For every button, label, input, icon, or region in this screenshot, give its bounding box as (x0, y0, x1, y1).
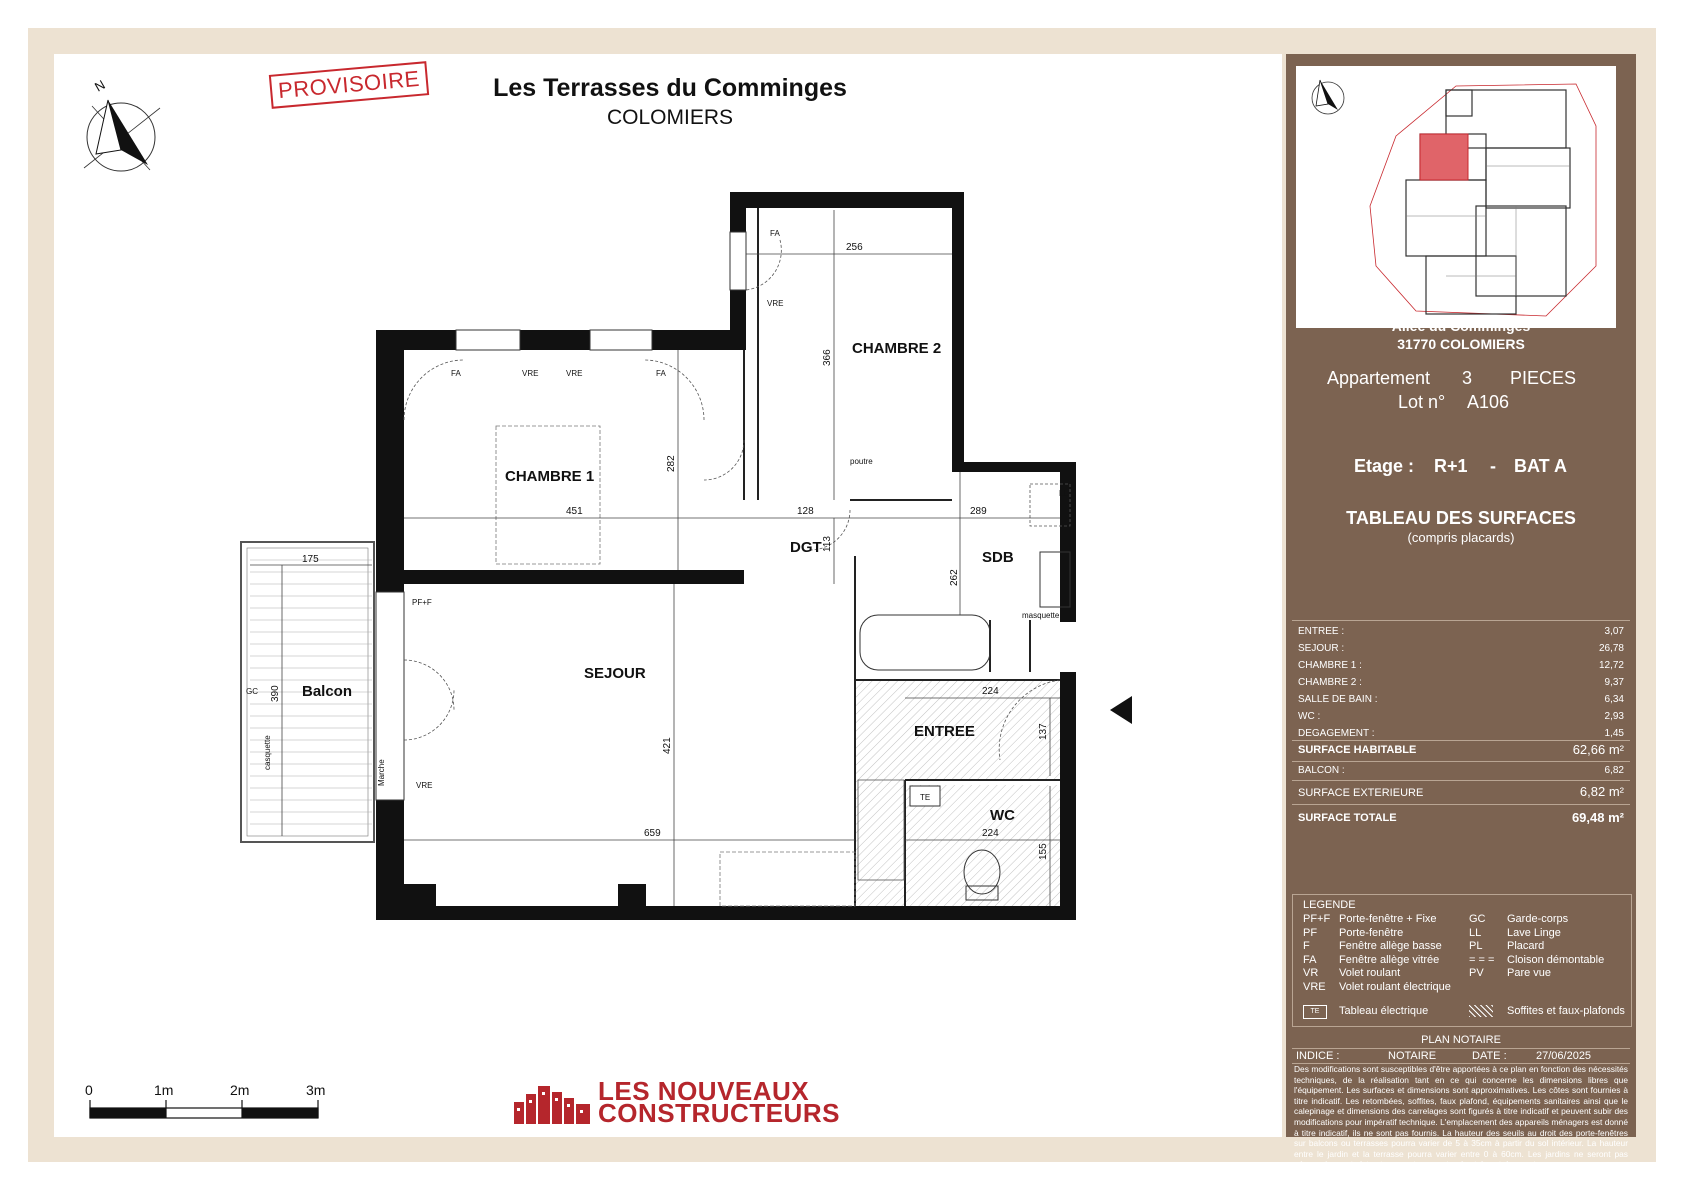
surface-exterieure-label: SURFACE EXTERIEURE (1298, 787, 1424, 799)
room-entree-label: ENTREE (914, 723, 975, 740)
room-dgt-label: DGT (790, 539, 822, 556)
surface-row-label: ENTREE : (1298, 626, 1345, 637)
tag-marche: Marche (377, 759, 386, 786)
building-keyplan (1296, 66, 1616, 328)
brand-logo-icon (512, 1078, 594, 1126)
brand-name (598, 1076, 840, 1128)
surface-totale-value: 69,48 m² (1571, 810, 1624, 825)
tag-gc: GC (246, 687, 258, 696)
tag-vre-ch2: VRE (767, 299, 784, 308)
surfaces-table-subtitle: (compris placards) (1407, 530, 1515, 545)
appartement-label: Appartement (1327, 368, 1431, 388)
surface-row-value: 6,34 (1604, 694, 1624, 705)
room-sdb-label: SDB (982, 549, 1014, 566)
tag-masquette: masquette (1022, 611, 1060, 620)
tag-fa-ch2: FA (770, 229, 780, 238)
dim-224-wc: 224 (982, 828, 999, 839)
keyplan-drawing (1296, 66, 1616, 328)
legend-code: GC (1469, 913, 1486, 925)
keyplan-highlighted-lot (1420, 134, 1468, 180)
room-wc-label: WC (990, 807, 1015, 824)
bed-outline (496, 426, 600, 564)
dim-224-entree: 224 (982, 686, 999, 697)
dim-128: 128 (797, 506, 814, 517)
pieces-label: PIECES (1510, 368, 1577, 388)
etage-value: R+1 (1434, 456, 1468, 476)
dim-155: 155 (1038, 843, 1049, 860)
legend-code: PF+F (1303, 913, 1331, 925)
tag-vre-ch1-right: VRE (566, 369, 583, 378)
info-panel (1286, 54, 1636, 1170)
scale-label-0: 0 (85, 1082, 93, 1098)
legend-text: Garde-corps (1507, 913, 1569, 925)
surface-habitable-label: SURFACE HABITABLE (1298, 744, 1417, 756)
scale-bar (90, 1100, 318, 1118)
legend-code: PV (1469, 967, 1484, 979)
dim-659: 659 (644, 828, 661, 839)
surface-row-label: CHAMBRE 1 : (1298, 660, 1362, 671)
surface-row-value: 1,45 (1604, 728, 1624, 739)
date-label: DATE : (1472, 1050, 1507, 1062)
legend-code: = = = (1469, 953, 1495, 966)
provisional-stamp: PROVISOIRE (269, 61, 429, 109)
legend-text: Cloison démontable (1507, 953, 1605, 966)
scale-label-1m: 1m (154, 1082, 174, 1098)
dim-256: 256 (846, 242, 863, 253)
brand-line1: LES NOUVEAUX (598, 1076, 810, 1106)
lot-value: A106 (1467, 392, 1510, 412)
indice-label: INDICE : (1296, 1050, 1340, 1062)
brand-line2: CONSTRUCTEURS (598, 1098, 840, 1128)
dim-175: 175 (302, 554, 319, 565)
surface-row-label: WC : (1298, 711, 1321, 722)
balcon-value: 6,82 (1604, 765, 1624, 776)
legend-text: Volet roulant (1339, 967, 1401, 979)
surface-row-label: DEGAGEMENT : (1298, 728, 1375, 739)
tag-ll: LL (1059, 489, 1068, 498)
placard (720, 852, 855, 906)
legend-code: PF (1303, 926, 1318, 939)
surface-row-value: 12,72 (1598, 660, 1624, 671)
tag-fa-ch1-left: FA (451, 369, 461, 378)
dim-137: 137 (1038, 723, 1049, 740)
surface-row-label: SEJOUR : (1298, 643, 1345, 654)
surface-row-label: SALLE DE BAIN : (1298, 694, 1378, 705)
etage-separator: - (1490, 456, 1496, 476)
etage-label: Etage : (1354, 456, 1415, 476)
dim-390: 390 (270, 685, 281, 702)
legend-code: LL (1469, 926, 1482, 939)
surface-habitable-value: 62,66 m² (1572, 742, 1624, 757)
room-chambre1-label: CHAMBRE 1 (505, 468, 595, 485)
legend-code: VR (1303, 967, 1319, 979)
dim-451: 451 (566, 506, 583, 517)
tag-casquette: casquette (263, 735, 272, 770)
legend-text: Placard (1507, 940, 1545, 952)
lot-label: Lot n° (1398, 392, 1446, 412)
plan-notaire-label: PLAN NOTAIRE (1421, 1034, 1501, 1046)
surface-row-value: 26,78 (1598, 643, 1624, 654)
tag-fa-ch1-right: FA (656, 369, 666, 378)
legend-text: Porte-fenêtre + Fixe (1339, 913, 1437, 925)
surface-totale-label: SURFACE TOTALE (1298, 812, 1397, 824)
indice-value: NOTAIRE (1388, 1050, 1437, 1062)
dim-289: 289 (970, 506, 987, 517)
tag-vre-sejour: VRE (416, 781, 433, 790)
legend-text: Fenêtre allège basse (1339, 940, 1442, 952)
legend-soffites-label: Soffites et faux-plafonds (1507, 1005, 1625, 1017)
batiment-value: BAT A (1514, 456, 1567, 476)
legend-te-icon: TE (1303, 1005, 1327, 1019)
windows (376, 232, 746, 800)
tag-vre-ch1-left: VRE (522, 369, 539, 378)
tag-poutre: poutre (850, 457, 873, 466)
date-value: 27/06/2025 (1536, 1050, 1592, 1062)
surface-exterieure-value: 6,82 m² (1579, 784, 1624, 799)
surface-row-value: 2,93 (1604, 711, 1624, 722)
dim-366: 366 (822, 349, 833, 366)
legal-disclaimer: Des modifications sont susceptibles d'être apportées à ce plan en fonction des nécessités techniques, de la réalisation tant en ce qui concerne les dimensions libres que l'équipement. Les surfaces et dimensions sont approximatives. Les côtes sont fournies à titre indicatif. Les retombées, soffites, faux plafond, équipements sanitaires ainsi que le calepinage et dimensions des carrelages sont figurés à titre indicatif et peuvent subir des modifications pour impératif technique. L'emplacement des appareils ménagers est donné à titre indicatif, ils ne sont pas fournis. La hauteur des seuils au droit des porte-fenêtres sur balcons ou terrasses pourra varier de 5 à 35cm à partir du sol intérieur. La hauteur entre le jardin et la terrasse pourra varier entre 0 à 60cm. Les jardins ne seront pas nécessairement plats et pourront comporter des talus et des pentes. (1294, 1064, 1628, 1170)
bathtub-icon (860, 615, 990, 670)
surface-row-value: 9,37 (1604, 677, 1624, 688)
address-city: 31770 COLOMIERS (1397, 336, 1525, 352)
balcon-label: BALCON : (1298, 765, 1345, 776)
dim-282: 282 (666, 455, 677, 472)
tag-pff: PF+F (412, 598, 432, 607)
surfaces-table-title: TABLEAU DES SURFACES (1346, 508, 1576, 528)
pieces-count: 3 (1462, 368, 1473, 388)
scale-label-2m: 2m (230, 1082, 250, 1098)
project-title: Les Terrasses du Comminges (493, 74, 847, 102)
legend-hatch-icon (1469, 1005, 1493, 1017)
north-compass-icon (84, 77, 160, 171)
entrance-arrow-icon (1110, 696, 1132, 724)
legend-te-label: Tableau électrique (1339, 1005, 1429, 1017)
kitchen-soffit-hatch (855, 780, 905, 910)
keyplan-compass-icon (1312, 80, 1344, 114)
legend-text: Volet roulant électrique (1339, 980, 1451, 993)
legend-text: Porte-fenêtre (1339, 926, 1404, 939)
compass-n-label: N (92, 76, 108, 95)
surface-row-value: 3,07 (1604, 626, 1624, 637)
project-city: COLOMIERS (606, 106, 734, 129)
dim-421: 421 (662, 737, 673, 754)
address-street: Allée du Comminges (1391, 318, 1531, 334)
legend-code: VRE (1303, 980, 1326, 993)
legend-box (1292, 894, 1632, 1027)
room-chambre2-label: CHAMBRE 2 (852, 340, 942, 357)
legend-code: PL (1469, 940, 1483, 952)
legend-code: F (1303, 940, 1310, 952)
tag-te: TE (920, 793, 931, 802)
dim-262: 262 (949, 569, 960, 586)
surface-row-label: CHAMBRE 2 : (1298, 677, 1362, 688)
room-balcon-label: Balcon (302, 683, 353, 700)
legend-text: Pare vue (1507, 967, 1552, 979)
legend-text: Fenêtre allège vitrée (1339, 953, 1440, 966)
dim-113: 113 (822, 536, 833, 552)
legend-code: FA (1303, 953, 1317, 966)
legend-title: LEGENDE (1303, 899, 1356, 911)
scale-label-3m: 3m (306, 1082, 326, 1098)
room-sejour-label: SEJOUR (584, 665, 646, 682)
legend-text: Lave Linge (1507, 926, 1561, 939)
